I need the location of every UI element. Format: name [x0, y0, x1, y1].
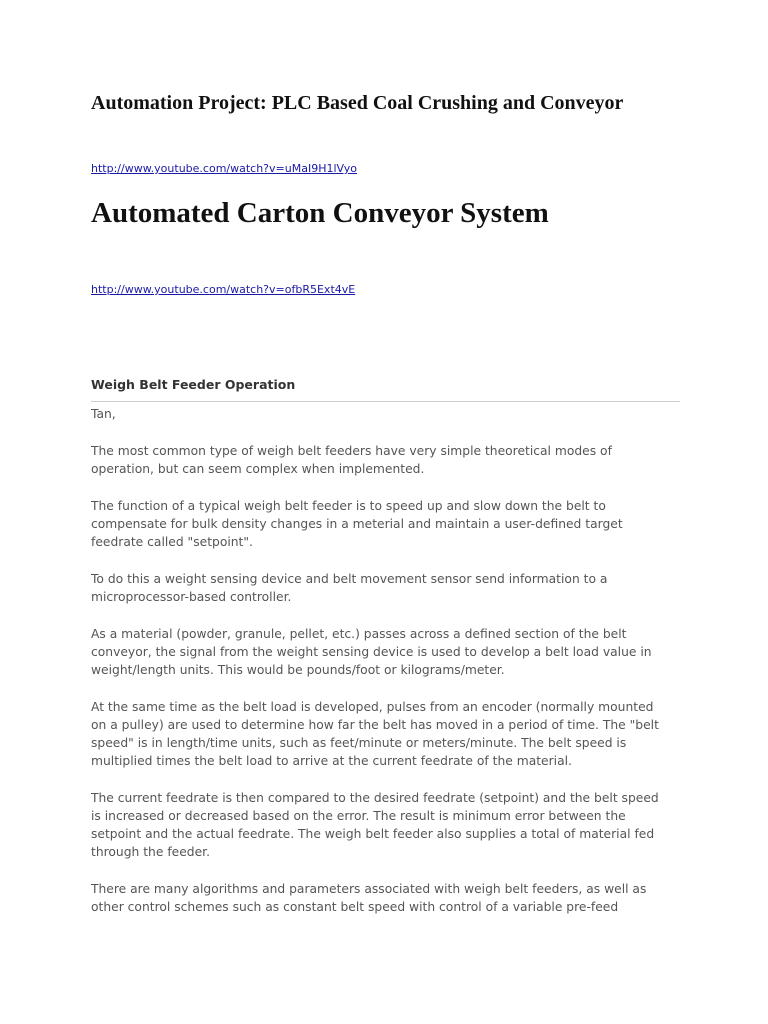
paragraph-6 — [91, 789, 691, 861]
paragraph-line: The most common type of weigh belt feeders have very simple theoretical modes of — [91, 444, 612, 458]
paragraph-line: setpoint and the actual feedrate. The weigh belt feeder also supplies a total of material fed — [91, 827, 655, 841]
paragraph-line: other control schemes such as constant belt speed with control of a variable pre-feed — [91, 900, 619, 914]
paragraph-line: There are many algorithms and parameters associated with weigh belt feeders, as well as — [91, 882, 647, 896]
paragraph-line: speed" is in length/time units, such as feet/minute or meters/minute. The belt speed is — [91, 736, 627, 750]
paragraph-1 — [91, 442, 691, 478]
paragraph-line: To do this a weight sensing device and belt movement sensor send information to a — [91, 572, 608, 586]
project-title-carton-conveyor: Automated Carton Conveyor System — [91, 197, 549, 229]
paragraph-line: As a material (powder, granule, pellet, etc.) passes across a defined section of the belt — [91, 627, 627, 641]
paragraph-line: conveyor, the signal from the weight sensing device is used to develop a belt load value in — [91, 645, 652, 659]
paragraph-7 — [91, 880, 691, 916]
paragraph-line: At the same time as the belt load is developed, pulses from an encoder (normally mounted — [91, 700, 654, 714]
project-title-coal-crushing: Automation Project: PLC Based Coal Crushing and Conveyor — [91, 92, 624, 114]
paragraph-line: through the feeder. — [91, 845, 210, 859]
youtube-link-carton-conveyor[interactable]: http://www.youtube.com/watch?v=ofbR5Ext4vE — [91, 283, 356, 296]
article-heading: Weigh Belt Feeder Operation — [91, 377, 296, 392]
article-body — [91, 405, 691, 935]
paragraph-4 — [91, 625, 691, 679]
paragraph-3 — [91, 570, 691, 606]
paragraph-line: multiplied times the belt load to arrive at the current feedrate of the material. — [91, 754, 572, 768]
paragraph-5 — [91, 698, 691, 770]
paragraph-line: The function of a typical weigh belt feeder is to speed up and slow down the belt to — [91, 499, 606, 513]
paragraph-line: operation, but can seem complex when implemented. — [91, 462, 425, 476]
paragraph-line: The current feedrate is then compared to the desired feedrate (setpoint) and the belt speed — [91, 791, 659, 805]
paragraph-line: weight/length units. This would be pounds/foot or kilograms/meter. — [91, 663, 505, 677]
paragraph-2 — [91, 497, 691, 551]
paragraph-line: is increased or decreased based on the error. The result is minimum error between the — [91, 809, 626, 823]
heading-divider — [91, 401, 680, 402]
youtube-link-coal-crushing[interactable]: http://www.youtube.com/watch?v=uMaI9H1lVyo — [91, 162, 357, 175]
paragraph-line: on a pulley) are used to determine how far the belt has moved in a period of time. The "belt — [91, 718, 659, 732]
greeting: Tan, — [91, 407, 116, 421]
paragraph-line: feedrate called "setpoint". — [91, 535, 253, 549]
paragraph-line: compensate for bulk density changes in a meterial and maintain a user-defined target — [91, 517, 623, 531]
paragraph-line: microprocessor-based controller. — [91, 590, 292, 604]
